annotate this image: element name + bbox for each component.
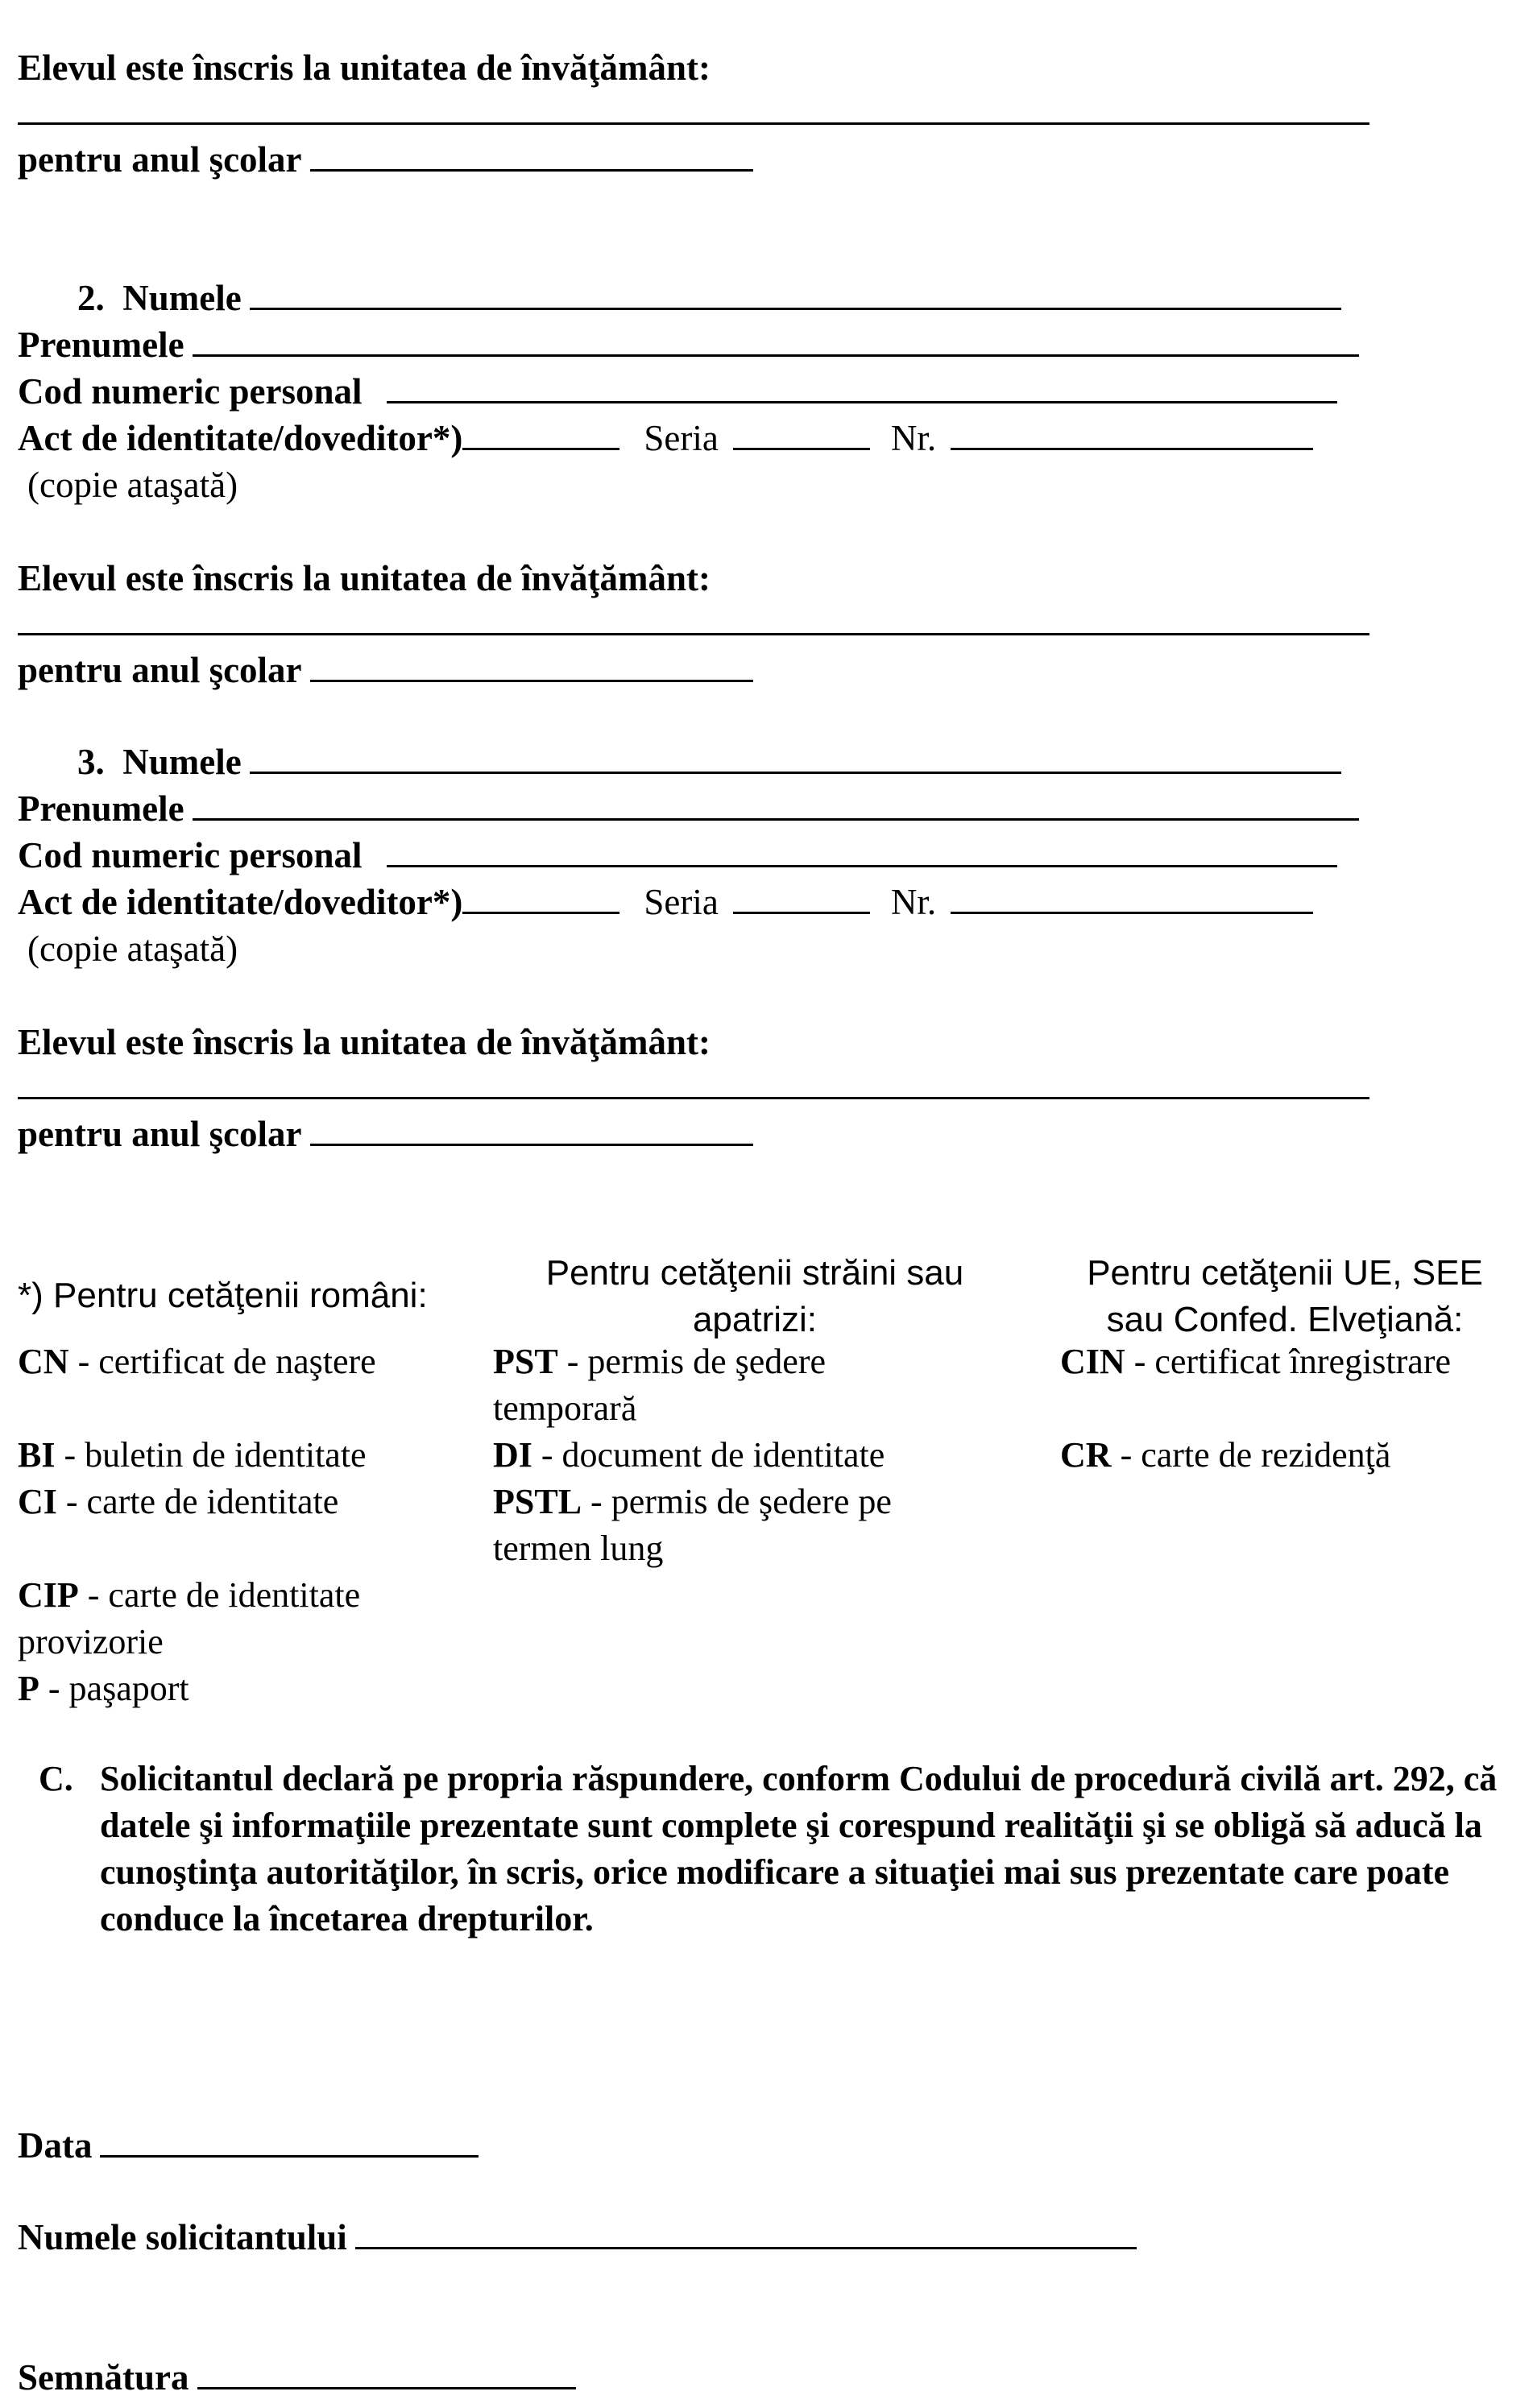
student-2-id-row	[18, 417, 1313, 459]
student-2-cnp-field[interactable]	[387, 374, 1337, 403]
applicant-name-label: Numele solicitantului	[18, 2217, 347, 2257]
student-3-cnp-field[interactable]	[387, 838, 1337, 867]
student-3-surname-label: Numele	[122, 742, 242, 782]
signature-label: Semnătura	[18, 2357, 189, 2398]
student-3-firstname-row	[18, 788, 1359, 830]
student-2-series-field[interactable]	[733, 420, 870, 450]
legend-item-cip: CIP - carte de identitate provizorie	[18, 1575, 361, 1661]
student-2-id-field[interactable]	[462, 420, 619, 450]
student-3-cnp-row	[18, 834, 1337, 876]
school-year-field-1[interactable]	[310, 142, 753, 172]
student-2-nr-field[interactable]	[951, 420, 1313, 450]
date-label: Data	[18, 2125, 93, 2166]
enrollment-label-1: Elevul este înscris la unitatea de învăţământ:	[18, 48, 711, 88]
student-2-firstname-label: Prenumele	[18, 325, 184, 365]
student-3-cnp-label: Cod numeric personal	[18, 835, 363, 875]
student-3-id-field[interactable]	[462, 884, 619, 914]
student-2-number: 2.	[77, 278, 105, 318]
legend-item-pstl: PSTL - permis de şedere pe termen lung	[493, 1482, 892, 1568]
student-2-series-label: Seria	[644, 418, 719, 458]
student-2-firstname-field[interactable]	[193, 327, 1359, 357]
date-field[interactable]	[100, 2128, 479, 2158]
student-3-series-label: Seria	[644, 882, 719, 922]
student-2-surname-label: Numele	[122, 278, 242, 318]
legend-header-romanian: *) Pentru cetăţenii români:	[18, 1276, 428, 1315]
student-3-firstname-field[interactable]	[193, 791, 1359, 821]
enrollment-label-2: Elevul este înscris la unitatea de învăţământ:	[18, 558, 711, 598]
school-year-row-1	[18, 139, 753, 180]
school-name-field-2[interactable]	[18, 633, 1369, 635]
school-name-field-1[interactable]	[18, 122, 1369, 125]
student-2-surname-row	[77, 277, 1341, 319]
student-3-copy-note: (copie ataşată)	[27, 929, 238, 969]
declaration-label: C.	[39, 1759, 73, 1798]
student-3-surname-row	[77, 741, 1341, 783]
student-2-firstname-row	[18, 324, 1359, 366]
student-2-nr-label: Nr.	[890, 418, 937, 458]
student-3-surname-field[interactable]	[250, 744, 1341, 774]
legend-header-eu: Pentru cetăţenii UE, SEE sau Confed. Elveţiană:	[1087, 1253, 1483, 1339]
student-3-id-row	[18, 881, 1313, 923]
school-name-field-3[interactable]	[18, 1097, 1369, 1099]
school-year-label-3: pentru anul şcolar	[18, 1114, 302, 1154]
school-year-field-3[interactable]	[310, 1116, 753, 1146]
applicant-name-row	[18, 2216, 1137, 2258]
student-2-id-label: Act de identitate/doveditor*)	[18, 418, 463, 458]
legend-item-cn: CN - certificat de naştere	[18, 1342, 376, 1381]
legend-item-bi: BI - buletin de identitate	[18, 1435, 367, 1475]
school-year-label-1: pentru anul şcolar	[18, 139, 302, 180]
date-row	[18, 2125, 479, 2166]
student-3-series-field[interactable]	[733, 884, 870, 914]
legend-item-cin: CIN - certificat înregistrare	[1060, 1342, 1452, 1381]
student-2-cnp-label: Cod numeric personal	[18, 371, 363, 412]
legend-item-p: P - paşaport	[18, 1669, 189, 1708]
legend-header-foreign: Pentru cetăţenii străini sau apatrizi:	[545, 1253, 964, 1339]
school-year-label-2: pentru anul şcolar	[18, 650, 302, 690]
student-3-nr-label: Nr.	[890, 882, 937, 922]
student-2-copy-note: (copie ataşată)	[27, 465, 238, 505]
declaration-text: Solicitantul declară pe propria răspundere, conform Codului de procedură civilă art. 292, că datele şi informaţiile prezentate sunt complete şi corespund realităţii şi se obligă să aducă la cunoştinţa autorităţilor, în scris, orice modificare a situaţiei mai sus prezentate care poate conduce la încetarea drepturilor.	[100, 1759, 1498, 1938]
legend-item-pst: PST - permis de şedere temporară	[493, 1342, 827, 1428]
student-3-firstname-label: Prenumele	[18, 788, 184, 829]
legend-item-cr: CR - carte de rezidenţă	[1060, 1435, 1391, 1475]
legend-item-di: DI - document de identitate	[493, 1435, 885, 1475]
school-year-field-2[interactable]	[310, 652, 753, 682]
student-3-number: 3.	[77, 742, 105, 782]
enrollment-label-3: Elevul este înscris la unitatea de învăţământ:	[18, 1022, 711, 1062]
school-year-row-3	[18, 1113, 753, 1155]
applicant-name-field[interactable]	[355, 2220, 1137, 2249]
student-2-cnp-row	[18, 370, 1337, 412]
student-3-id-label: Act de identitate/doveditor*)	[18, 882, 463, 922]
signature-field[interactable]	[197, 2360, 576, 2389]
student-3-nr-field[interactable]	[951, 884, 1313, 914]
legend-item-ci: CI - carte de identitate	[18, 1482, 339, 1521]
signature-row	[18, 2356, 576, 2398]
school-year-row-2	[18, 649, 753, 691]
student-2-surname-field[interactable]	[250, 280, 1341, 310]
